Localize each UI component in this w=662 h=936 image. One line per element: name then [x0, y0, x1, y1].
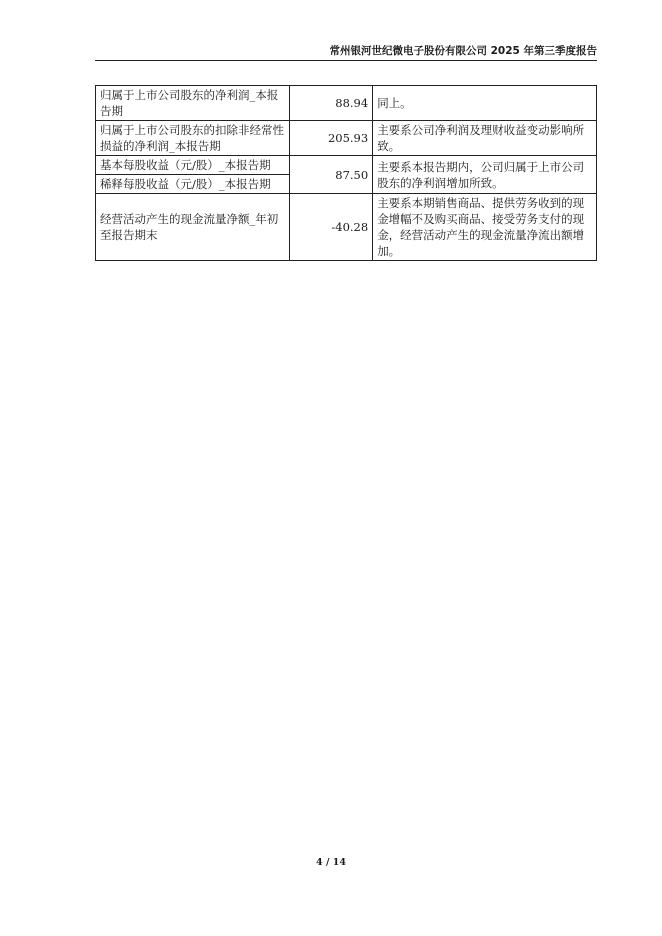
- table-row: [96, 86, 597, 121]
- item-cell: 经营活动产生的现金流量净额_年初至报告期末: [96, 194, 290, 261]
- item-cell: 基本每股收益（元/股）_本报告期: [96, 156, 290, 175]
- item-cell: 稀释每股收益（元/股）_本报告期: [96, 175, 290, 194]
- table-row: [96, 156, 597, 175]
- reason-cell: 主要系本期销售商品、提供劳务收到的现金增幅不及购买商品、接受劳务支付的现金，经营活动产生的现金流量净流出额增加。: [373, 194, 597, 261]
- report-header-title: 常州银河世纪微电子股份有限公司 2025 年第三季度报告: [329, 45, 597, 57]
- table-row: [96, 194, 597, 261]
- item-cell: 归属于上市公司股东的扣除非经常性损益的净利润_本报告期: [96, 121, 290, 156]
- report-header: [95, 44, 597, 61]
- page-number: 4 / 14: [316, 857, 346, 868]
- change-ratio-cell: -40.28: [289, 194, 373, 261]
- reason-cell: 同上。: [373, 86, 597, 121]
- table-row: [96, 121, 597, 156]
- indicator-change-table: [95, 85, 597, 261]
- change-ratio-cell: 205.93: [289, 121, 373, 156]
- item-cell: 归属于上市公司股东的净利润_本报告期: [96, 86, 290, 121]
- change-ratio-cell: 87.50: [289, 156, 373, 194]
- change-ratio-cell: 88.94: [289, 86, 373, 121]
- reason-cell: 主要系本报告期内，公司归属于上市公司股东的净利润增加所致。: [373, 156, 597, 194]
- reason-cell: 主要系公司净利润及理财收益变动影响所致。: [373, 121, 597, 156]
